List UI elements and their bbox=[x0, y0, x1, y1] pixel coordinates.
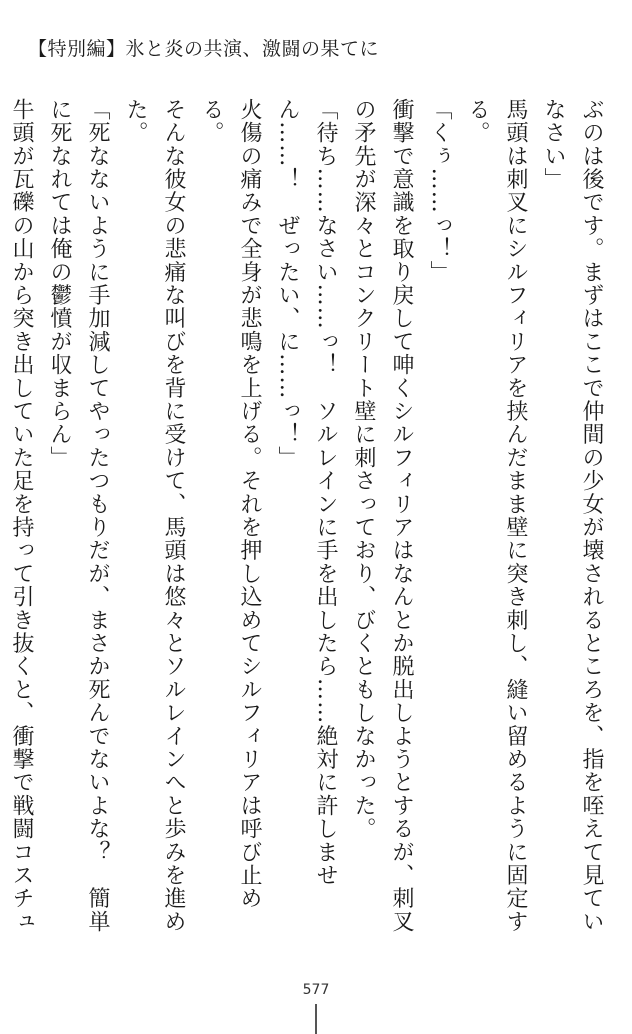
paragraph: 「くぅ……っ！」 bbox=[427, 98, 452, 284]
paragraph: 「死なないように手加減してやったつもりだが、まさか死んでないよな？ 簡単に死なれては俺の鬱憤が収まらん」 bbox=[47, 98, 110, 934]
paragraph: そんな彼女の悲痛な叫びを背に受けて、馬頭は悠々とソルレインへと歩みを進めた。 bbox=[123, 98, 186, 934]
paragraph: 牛頭が瓦礫の山から突き出していた足を持って引き抜くと、衝撃で戦闘コスチュ bbox=[9, 98, 34, 934]
paragraph: 「待ち……なさい……っ！ ソルレインに手を出したら……絶対に許しません……！ ぜったい、に……っ！」 bbox=[275, 98, 338, 887]
page-number-rule bbox=[315, 1004, 317, 1034]
paragraph: 火傷の痛みで全身が悲鳴を上げる。それを押し込めてシルフィリアは呼び止める。 bbox=[199, 98, 262, 910]
paragraph: ぶのは後です。まずはここで仲間の少女が壊されるところを、指を咥えて見ていなさい」 bbox=[541, 98, 604, 934]
chapter-title: 【特別編】氷と炎の共演、激闘の果てに bbox=[28, 38, 380, 60]
paragraph: 馬頭は刺叉にシルフィリアを挟んだまま壁に突き刺し、縫い留めるように固定する。 bbox=[465, 98, 528, 934]
paragraph: 衝撃で意識を取り戻して呻くシルフィリアはなんとか脱出しようとするが、刺叉の矛先が深々とコンクリート壁に刺さっており、びくともしなかった。 bbox=[351, 98, 414, 934]
page-number: 577 bbox=[302, 982, 330, 998]
body-text bbox=[9, 98, 610, 948]
